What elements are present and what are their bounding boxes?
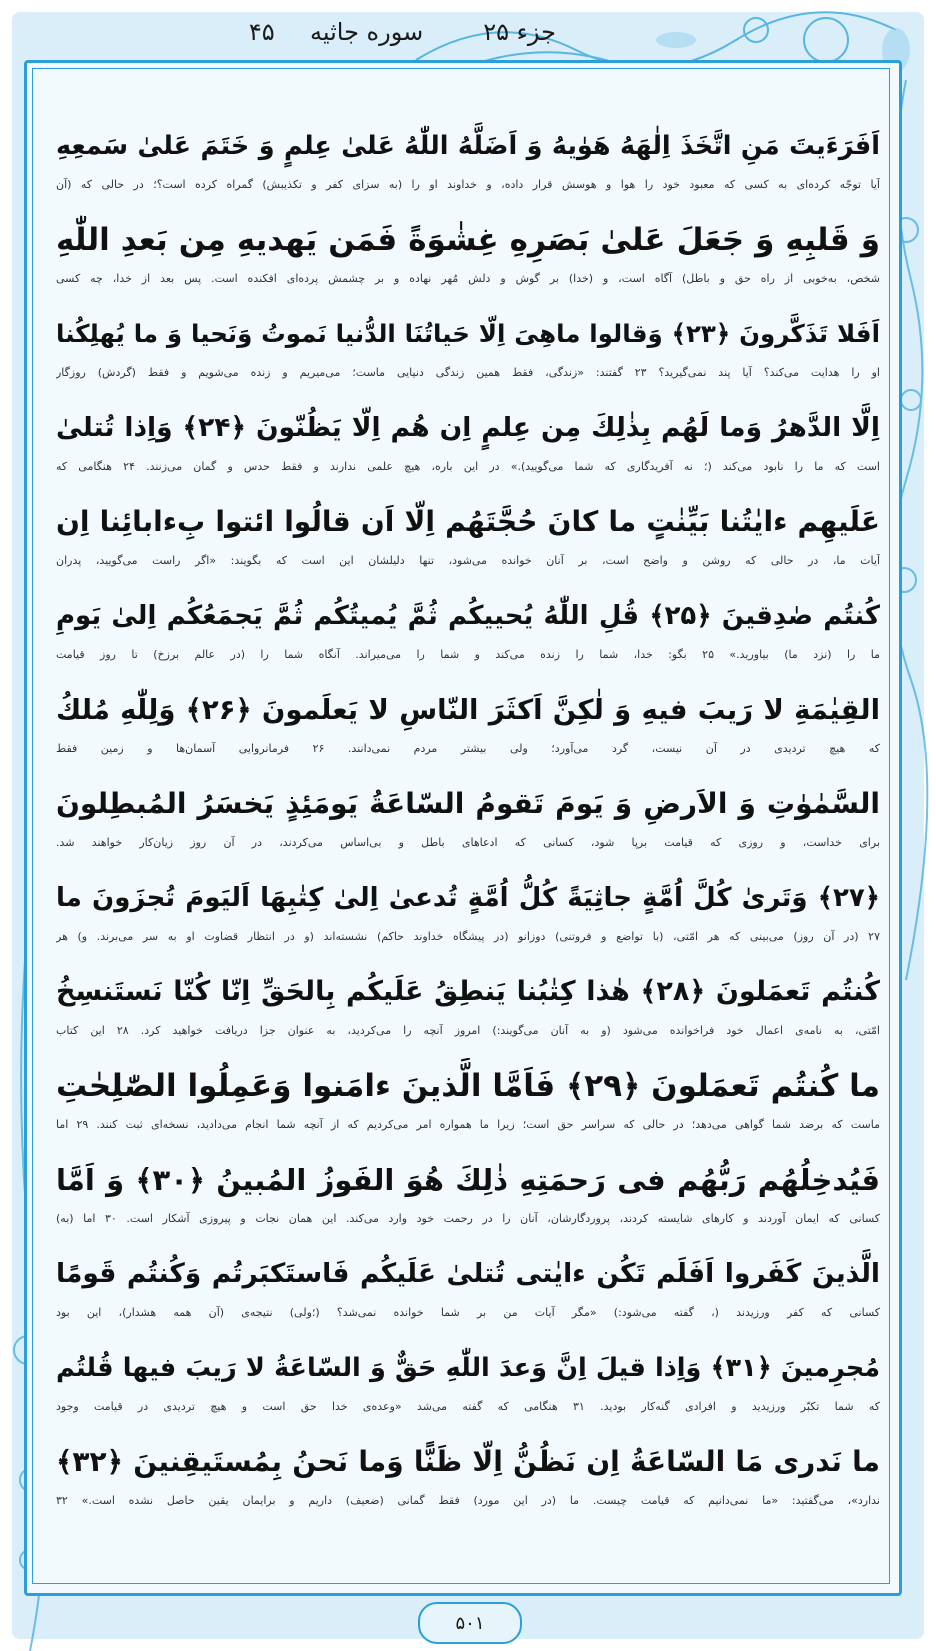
- translation-text: ۲۷ (در آن روز) می‌بینی که هر امّتی، (با تواضع و فروتنی) دوزانو (در پیشگاه خداوند حاکم) نشسته‌اند (و در انتظار قضاوت او به سر می‌برند. و) هر: [56, 930, 880, 943]
- arabic-text: اَفَلا تَذَكَّرونَ ﴿۲۳﴾ وَقالوا ماهِىَ اِلّا حَياتُنَا الدُّنيا نَموتُ وَنَحيا وَ ما يُهلِكُنا: [56, 319, 880, 348]
- arabic-text: ﴿۲۷﴾ وَتَرىٰ كُلَّ اُمَّةٍ جاثِيَةً كُلُّ اُمَّةٍ تُدعىٰ اِلىٰ كِتٰبِهَا اَليَومَ تُجزَونَ ما: [56, 883, 880, 913]
- translation-text: که شما تکبّر ورزیدید و افرادی گنه‌کار بودید. ۳۱ هنگامی که گفته می‌شد «وعده‌ی خدا حق است و هیچ تردیدی در قیامت وجود: [56, 1400, 880, 1413]
- verse-line: [56, 1434, 880, 1554]
- translation-text: که هیچ تردیدی در آن نیست، گرد می‌آورد؛ ولی بیشتر مردم نمی‌دانند. ۲۶ فرمانروایی آسمان‌ها و زمین فقط: [56, 742, 880, 755]
- page-number: ۵۰۱: [455, 1612, 485, 1634]
- arabic-text: اِلَّا الدَّهرُ وَما لَهُم بِذٰلِكَ مِن عِلمٍ اِن هُم اِلّا يَظُنّونَ ﴿۲۴﴾ وَاِذا تُتلىٰ: [56, 412, 880, 443]
- page-header: [249, 18, 556, 46]
- surah-name: سوره جاثیه: [309, 18, 424, 46]
- arabic-text: مُجرِمينَ ﴿۳۱﴾ وَاِذا قيلَ اِنَّ وَعدَ اللّٰهِ حَقٌّ وَ السّاعَةُ لا رَيبَ فيها قُلتُم: [56, 1353, 880, 1383]
- arabic-text: السَّمٰوٰتِ وَ الاَرضِ وَ يَومَ تَقومُ السّاعَةُ يَومَئِذٍ يَخسَرُ المُبطِلونَ: [56, 787, 880, 820]
- translation-text: کسانی که کفر ورزیدند (، گفته می‌شود:) «مگر آیات من بر شما خوانده نمی‌شد؟ (؛ولی) نتیجه‌ی (آن همه هشدار)، این بود: [56, 1306, 880, 1319]
- translation-text: ما را (نزد ما) بیاورید.» ۲۵ بگو: خدا، شما را زنده می‌کند و شما را می‌میراند. آنگاه شما را (در عالم برزخ) تا روز قیامت: [56, 648, 880, 661]
- page-number-badge: [418, 1602, 522, 1644]
- translation-text: او را هدایت می‌کند؟ آیا پند نمی‌گیرید؟ ۲۳ گفتند: «زندگی، فقط همین زندگی دنیایی ماست؛ می‌میریم و زنده می‌شویم و فقط (گردش) روزگار: [56, 366, 880, 379]
- arabic-text: فَيُدخِلُهُم رَبُّهُم فى رَحمَتِهِ ذٰلِكَ هُوَ الفَوزُ المُبينُ ﴿۳۰﴾ وَ اَمَّا: [56, 1163, 880, 1197]
- translation-text: کسانی که ایمان آوردند و کارهای شایسته کردند، پروردگارشان، آنان را در رحمت خود وارد می‌کند. این همان نجات و پیروزی آشکار است. ۳۰ اما (به): [56, 1212, 880, 1225]
- translation-text: آیا توجّه کرده‌ای به کسی که معبود خود را هوا و هوسش قرار داده، و خداوند او را (به سزای کفر و تکذیبش) گمراه کرده است؟؛ در حالی که (آن: [56, 178, 880, 191]
- arabic-text: اَفَرَءَيتَ مَنِ اتَّخَذَ اِلٰهَهُ هَوٰيهُ وَ اَضَلَّهُ اللّٰهُ عَلىٰ عِلمٍ وَ خَتَمَ عَلىٰ سَمعِهِ: [56, 131, 880, 161]
- translation-text: ندارد»، می‌گفتید: «ما نمی‌دانیم که قیامت چیست. ما (در این مورد) فقط گمانی (ضعیف) داریم و برایمان یقین حاصل نشده است.» ۳۲: [56, 1494, 880, 1507]
- verse-content: [56, 118, 880, 1554]
- surah-title: [249, 18, 423, 46]
- translation-text: ماست که برضد شما گواهی می‌دهد؛ در حالی که سراسر حق است؛ زیرا ما همواره امر می‌کردیم که از آنچه شما انجام می‌دادید، نسخه‌ای ثبت کنند. ۲۹ اما: [56, 1118, 880, 1131]
- juz-label: جزء ۲۵: [483, 18, 556, 46]
- translation-text: آیات ما، در حالی که روشن و واضح است، بر آنان خوانده می‌شود، تنها دلیلشان این است که بگویند: «اگر راست می‌گویید، پدران: [56, 554, 880, 567]
- arabic-text: عَلَيهِم ءايٰتُنا بَيِّنٰتٍ ما كانَ حُجَّتَهُم اِلّا اَن قالُوا ائتوا بِءابائِنا اِن: [56, 505, 880, 538]
- arabic-text: ما نَدرى مَا السّاعَةُ اِن نَظُنُّ اِلّا ظَنًّا وَما نَحنُ بِمُستَيقِنينَ ﴿۳۲﴾: [56, 1445, 880, 1478]
- surah-number: ۴۵: [248, 18, 275, 46]
- arabic-text: كُنتُم صٰدِقينَ ﴿۲۵﴾ قُلِ اللّٰهُ يُحييكُم ثُمَّ يُميتُكُم ثُمَّ يَجمَعُكُم اِلىٰ يَومِ: [56, 601, 880, 631]
- arabic-text: ما كُنتُم تَعمَلونَ ﴿۲۹﴾ فَاَمَّا الَّذينَ ءامَنوا وَعَمِلُوا الصّٰلِحٰتِ: [56, 1068, 880, 1104]
- arabic-text: الَّذينَ كَفَروا اَفَلَم تَكُن ءايٰتى تُتلىٰ عَلَيكُم فَاستَكبَرتُم وَكُنتُم قَومًا: [56, 1258, 880, 1289]
- arabic-text: وَ قَلبِهِ وَ جَعَلَ عَلىٰ بَصَرِهِ غِشٰوَةً فَمَن يَهديهِ مِن بَعدِ اللّٰهِ: [56, 222, 880, 258]
- translation-text: شخص، به‌خوبی از راه حق و باطل) آگاه است، و (خدا) بر گوش و دلش مُهر نهاده و بر چشمش پرده‌ای افکنده است. پس بعد از خدا، چه کسی: [56, 272, 880, 285]
- translation-text: امّتی، به نامه‌ی اعمال خود فراخوانده می‌شود (و به آنان می‌گویند:) امروز آنچه را می‌کردید، به عنوان جزا دریافت خواهید کرد. ۲۸ این کتاب: [56, 1024, 880, 1037]
- translation-text: است که ما را نابود می‌کند (؛ نه آفریدگاری که شما می‌گویید).» در این باره، هیچ علمی ندارند و فقط حدس و گمان می‌زنند. ۲۴ هنگامی که: [56, 460, 880, 473]
- arabic-text: القِيٰمَةِ لا رَيبَ فيهِ وَ لٰكِنَّ اَكثَرَ النّاسِ لا يَعلَمونَ ﴿۲۶﴾ وَلِلّٰهِ مُلكُ: [56, 694, 880, 726]
- arabic-text: كُنتُم تَعمَلونَ ﴿۲۸﴾ هٰذا كِتٰبُنا يَنطِقُ عَلَيكُم بِالحَقِّ اِنّا كُنّا نَستَنسِخُ: [56, 976, 880, 1007]
- translation-text: برای خداست، و روزی که قیامت برپا شود، کسانی که ادعاهای باطل و بی‌اساس می‌کردند، در آن روز زیان‌کار خواهند شد.: [56, 836, 880, 849]
